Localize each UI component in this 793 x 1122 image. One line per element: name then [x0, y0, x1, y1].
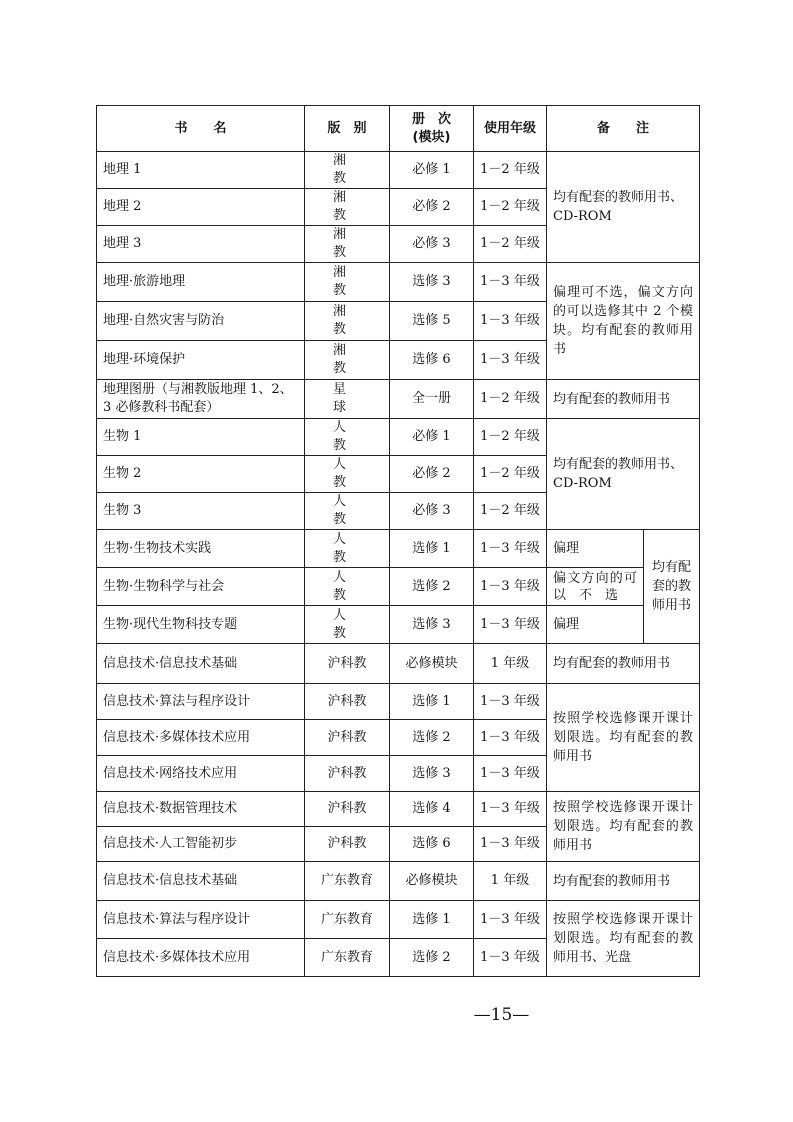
cell-publisher: 湘 教 — [305, 341, 390, 380]
cell-volume: 必修 3 — [390, 226, 474, 263]
cell-grade: 1－2 年级 — [474, 152, 547, 189]
cell-grade: 1－2 年级 — [474, 493, 547, 530]
table-row — [97, 380, 700, 419]
cell-volume: 选修 2 — [390, 568, 474, 606]
table-row — [97, 644, 700, 684]
cell-grade: 1－3 年级 — [474, 792, 547, 827]
note-bio-elective-1: 偏理 — [547, 530, 644, 568]
header-volume — [390, 106, 474, 152]
cell-volume: 必修 1 — [390, 419, 474, 456]
cell-title: 生物 2 — [97, 456, 305, 493]
cell-publisher: 湘 教 — [305, 302, 390, 341]
cell-title: 地理 2 — [97, 189, 305, 226]
note-bio-required: 均有配套的教师用书、CD-ROM — [547, 419, 700, 530]
table-row — [97, 263, 700, 302]
note-bio-elective-3: 偏理 — [547, 606, 644, 644]
table-row — [97, 792, 700, 827]
note-it-hk-elective-b: 按照学校选修课开课计划限选。均有配套的教师用书 — [547, 792, 700, 862]
cell-publisher: 湘 教 — [305, 226, 390, 263]
header-title: 书 名 — [97, 106, 305, 152]
cell-grade: 1－2 年级 — [474, 189, 547, 226]
cell-title: 地理·旅游地理 — [97, 263, 305, 302]
cell-grade: 1－2 年级 — [474, 456, 547, 493]
cell-grade: 1－3 年级 — [474, 263, 547, 302]
cell-title: 信息技术·人工智能初步 — [97, 827, 305, 862]
cell-publisher: 沪科教 — [305, 792, 390, 827]
cell-title: 信息技术·数据管理技术 — [97, 792, 305, 827]
cell-volume: 选修 4 — [390, 792, 474, 827]
cell-publisher: 湘 教 — [305, 263, 390, 302]
textbook-table — [96, 105, 700, 977]
table-row — [97, 152, 700, 189]
cell-publisher: 沪科教 — [305, 827, 390, 862]
cell-publisher: 沪科教 — [305, 720, 390, 756]
cell-grade: 1－3 年级 — [474, 302, 547, 341]
table-row — [97, 419, 700, 456]
cell-publisher: 湘 教 — [305, 152, 390, 189]
cell-publisher: 人 教 — [305, 530, 390, 568]
cell-grade: 1－3 年级 — [474, 756, 547, 792]
cell-title: 地理 3 — [97, 226, 305, 263]
cell-publisher: 广东教育 — [305, 862, 390, 901]
cell-publisher: 湘 教 — [305, 189, 390, 226]
cell-volume: 必修 1 — [390, 152, 474, 189]
table-header-row — [97, 106, 700, 152]
cell-title: 生物·现代生物科技专题 — [97, 606, 305, 644]
cell-volume: 必修模块 — [390, 644, 474, 684]
table-row — [97, 862, 700, 901]
cell-volume: 必修 2 — [390, 456, 474, 493]
header-grade: 使用年级 — [474, 106, 547, 152]
header-volume-line2: (模块) — [412, 129, 451, 145]
cell-grade: 1 年级 — [474, 644, 547, 684]
cell-publisher: 人 教 — [305, 568, 390, 606]
cell-volume: 选修 3 — [390, 606, 474, 644]
cell-volume: 选修 2 — [390, 720, 474, 756]
cell-title: 地理 1 — [97, 152, 305, 189]
note-it-gd-elective: 按照学校选修课开课计划限选。均有配套的教师用书、光盘 — [547, 901, 700, 977]
cell-title: 地理图册（与湘教版地理 1、2、3 必修教科书配套） — [97, 380, 305, 419]
page-number: —15— — [473, 1005, 530, 1025]
table-row — [97, 901, 700, 939]
cell-grade: 1－3 年级 — [474, 720, 547, 756]
cell-title: 生物·生物技术实践 — [97, 530, 305, 568]
cell-grade: 1－3 年级 — [474, 606, 547, 644]
cell-publisher: 人 教 — [305, 493, 390, 530]
cell-title: 信息技术·信息技术基础 — [97, 644, 305, 684]
cell-title: 地理·环境保护 — [97, 341, 305, 380]
cell-volume: 选修 1 — [390, 901, 474, 939]
cell-title: 地理·自然灾害与防治 — [97, 302, 305, 341]
cell-volume: 选修 5 — [390, 302, 474, 341]
cell-title: 生物 3 — [97, 493, 305, 530]
cell-publisher: 沪科教 — [305, 756, 390, 792]
cell-title: 信息技术·算法与程序设计 — [97, 684, 305, 720]
cell-volume: 选修 3 — [390, 756, 474, 792]
table-row — [97, 684, 700, 720]
cell-publisher: 星 球 — [305, 380, 390, 419]
cell-grade: 1－3 年级 — [474, 827, 547, 862]
cell-publisher: 人 教 — [305, 419, 390, 456]
cell-volume: 选修 1 — [390, 530, 474, 568]
header-publisher: 版 别 — [305, 106, 390, 152]
note-it-hk-elective-a: 按照学校选修课开课计划限选。均有配套的教师用书 — [547, 684, 700, 792]
cell-grade: 1－2 年级 — [474, 419, 547, 456]
cell-title: 信息技术·多媒体技术应用 — [97, 720, 305, 756]
cell-publisher: 人 教 — [305, 606, 390, 644]
cell-title: 信息技术·信息技术基础 — [97, 862, 305, 901]
cell-grade: 1－3 年级 — [474, 939, 547, 977]
cell-title: 生物·生物科学与社会 — [97, 568, 305, 606]
note-geo-required: 均有配套的教师用书、CD-ROM — [547, 152, 700, 263]
table-row — [97, 606, 700, 644]
cell-publisher: 广东教育 — [305, 939, 390, 977]
cell-publisher: 人 教 — [305, 456, 390, 493]
note-atlas: 均有配套的教师用书 — [547, 380, 700, 419]
cell-title: 信息技术·算法与程序设计 — [97, 901, 305, 939]
cell-title: 生物 1 — [97, 419, 305, 456]
note-it-hk-basic: 均有配套的教师用书 — [547, 644, 700, 684]
note-bio-elective-2: 偏文方向的可以 不 选 — [547, 568, 644, 606]
cell-grade: 1－3 年级 — [474, 530, 547, 568]
cell-volume: 必修 3 — [390, 493, 474, 530]
cell-grade: 1－2 年级 — [474, 226, 547, 263]
cell-publisher: 沪科教 — [305, 644, 390, 684]
table-row — [97, 530, 700, 568]
cell-publisher: 广东教育 — [305, 901, 390, 939]
note-bio-shared: 均有配套的教师用书 — [644, 530, 700, 644]
cell-title: 信息技术·多媒体技术应用 — [97, 939, 305, 977]
cell-grade: 1－3 年级 — [474, 901, 547, 939]
header-volume-line1: 册 次 — [411, 111, 451, 127]
cell-grade: 1－3 年级 — [474, 341, 547, 380]
cell-grade: 1－2 年级 — [474, 380, 547, 419]
cell-volume: 选修 6 — [390, 827, 474, 862]
cell-grade: 1－3 年级 — [474, 568, 547, 606]
table-row — [97, 568, 700, 606]
cell-volume: 全一册 — [390, 380, 474, 419]
note-it-gd-basic: 均有配套的教师用书 — [547, 862, 700, 901]
cell-volume: 选修 2 — [390, 939, 474, 977]
cell-publisher: 沪科教 — [305, 684, 390, 720]
cell-title: 信息技术·网络技术应用 — [97, 756, 305, 792]
cell-grade: 1 年级 — [474, 862, 547, 901]
cell-volume: 选修 3 — [390, 263, 474, 302]
cell-volume: 必修 2 — [390, 189, 474, 226]
cell-grade: 1－3 年级 — [474, 684, 547, 720]
header-note: 备 注 — [547, 106, 700, 152]
cell-volume: 必修模块 — [390, 862, 474, 901]
cell-volume: 选修 1 — [390, 684, 474, 720]
note-geo-elective: 偏理可不选，偏文方向的可以选修其中 2 个模块。均有配套的教师用书 — [547, 263, 700, 380]
cell-volume: 选修 6 — [390, 341, 474, 380]
